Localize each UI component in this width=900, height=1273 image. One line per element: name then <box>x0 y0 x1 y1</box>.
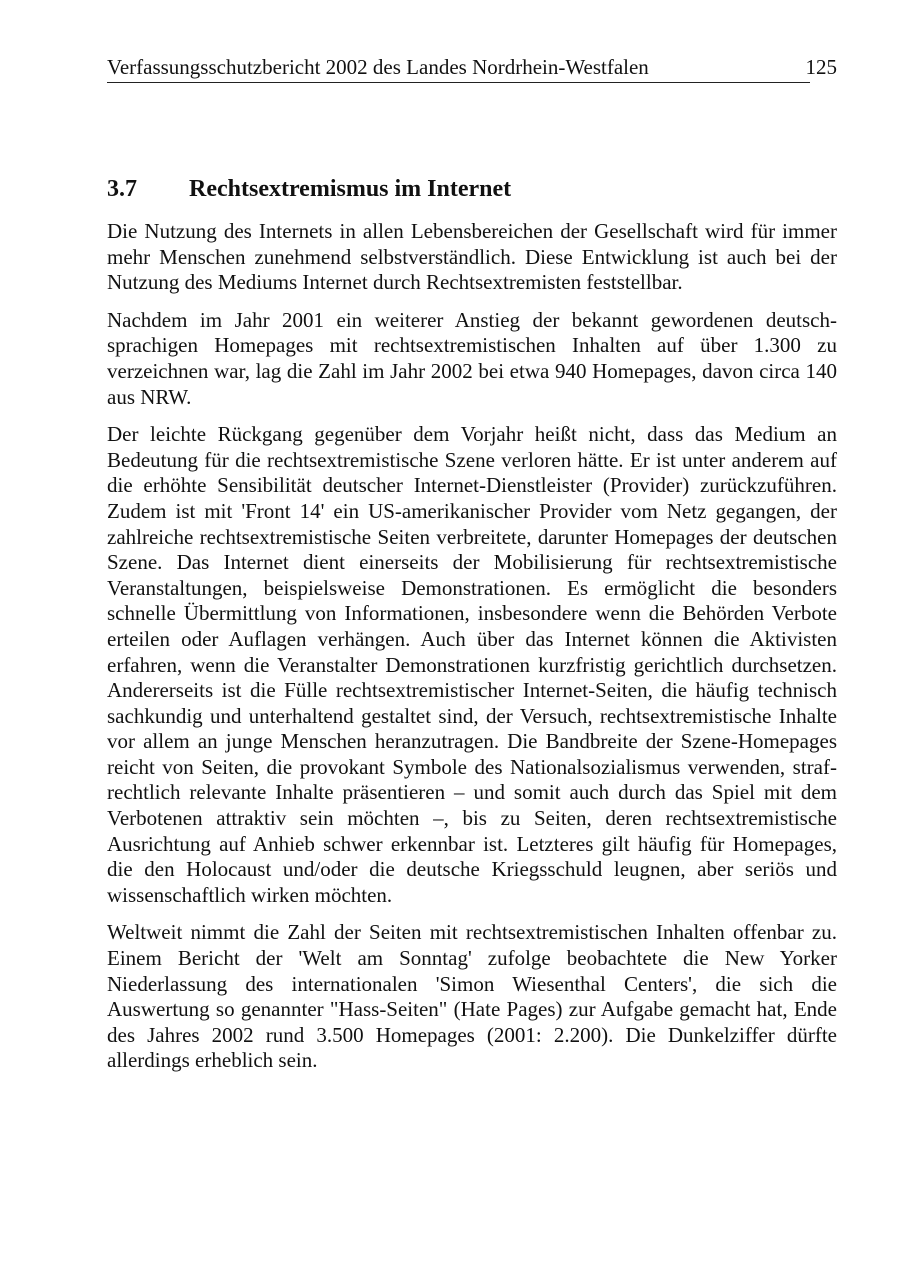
header-rule <box>107 82 810 83</box>
paragraph: Weltweit nimmt die Zahl der Seiten mit rechtsextremistischen Inhalten offenbar zu. Einem Bericht der 'Welt am Sonntag' zufolge beobachtete die New Yorker Niederlassung des internationalen 'Simon Wiesenthal Centers', die sich die Auswertung so genannter "Hass-Seiten" (Hate Pages) zur Aufgabe gemacht hat, Ende des Jahres 2002 rund 3.500 Homepages (2001: 2.200). Die Dunkelziffer dürfte allerdings erheblich sein. <box>107 920 837 1073</box>
page-number: 125 <box>805 55 837 79</box>
running-header <box>107 54 837 84</box>
header-title: Verfassungsschutzbericht 2002 des Landes Nordrhein-Westfalen <box>107 55 649 79</box>
section-number: 3.7 <box>107 176 137 202</box>
section-title: Rechtsextremismus im Internet <box>189 176 512 202</box>
paragraph: Nachdem im Jahr 2001 ein weiterer Anstieg der bekannt gewordenen deutschsprachigen Homepages mit rechtsextremistischen Inhalten auf über 1.300 zu verzeichnen war, lag die Zahl im Jahr 2002 bei etwa 940 Homepages, davon circa 140 aus NRW. <box>107 307 837 409</box>
body-text <box>107 219 837 1086</box>
paragraph: Der leichte Rückgang gegenüber dem Vorjahr heißt nicht, dass das Medium an Bedeutung für die rechtsextremistische Szene verloren hätte. Er ist unter anderem auf die erhöhte Sensibilität deutscher Internet-Dienstleister (Provider) zurückzuführen. Zudem ist mit 'Front 14' ein US-amerikanischer Provider vom Netz gegangen, der zahlreiche rechtsextremistische Seiten verbreitete, darunter Homepages der deutschen Szene. Das Internet dient einerseits der Mobilisierung für rechtsextremistische Veranstaltungen, beispielsweise Demonstrationen. Es ermöglicht die besonders schnelle Übermittlung von Informationen, insbesondere wenn die Behörden Verbote erteilen oder Auflagen verhängen. Auch über das Internet können die Aktivisten erfahren, wenn die Veranstalter Demonstrationen kurzfristig gerichtlich durchsetzen. Andererseits ist die Fülle rechtsextremistischer Internet-Seiten, die häufig technisch sachkundig und unterhaltend gestaltet sind, der Versuch, rechtsextremistische Inhalte vor allem an junge Menschen heranzutragen. Die Bandbreite der Szene-Homepages reicht von Seiten, die provokant Symbole des Nationalsozialismus verwenden, strafrechtlich relevante Inhalte präsentieren – und somit auch durch das Spiel mit dem Verbotenen attraktiv sein möchten –, bis zu Seiten, deren rechtsextremistische Ausrichtung auf Anhieb schwer erkennbar ist. Letzteres gilt häufig für Homepages, die den Holocaust und/oder die deutsche Kriegsschuld leugnen, aber seriös und wissenschaftlich wirken möchten. <box>107 422 837 907</box>
paragraph: Die Nutzung des Internets in allen Lebensbereichen der Gesellschaft wird für immer mehr Menschen zunehmend selbstverständlich. Diese Entwicklung ist auch bei der Nutzung des Mediums Internet durch Rechtsextremisten feststellbar. <box>107 219 837 295</box>
section-heading <box>107 173 837 205</box>
